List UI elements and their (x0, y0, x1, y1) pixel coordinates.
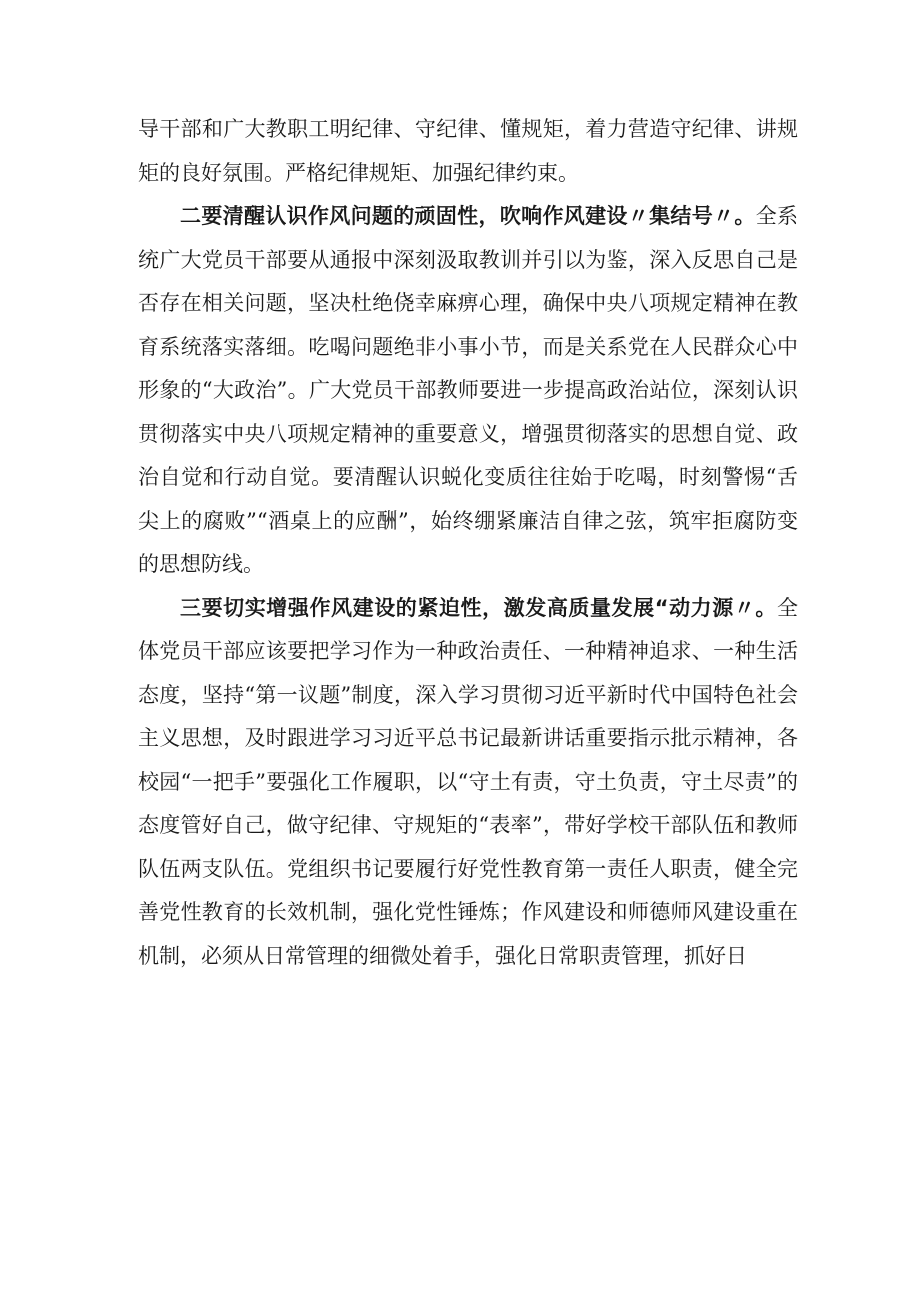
paragraph-1 (138, 108, 798, 195)
paragraph-3 (138, 587, 798, 979)
paragraph-2-lead: 二要清醒认识作风问题的顽固性，吹响作风建设〃集结号〃。 (180, 204, 756, 228)
document-body (138, 108, 798, 978)
paragraph-2-body: 全系统广大党员干部要从通报中深刻汲取教训并引以为鉴，深入反思自己是否存在相关问题，坚决杜绝侥幸麻痹心理，确保中央八项规定精神在教育系统落实落细。吃喝问题绝非小事小节，而是关系党在人民群众心中形象的“大政治”。广大党员干部教师要进一步提高政治站位，深刻认识贯彻落实中央八项规定精神的重要意义，增强贯彻落实的思想自觉、政治自觉和行动自觉。要清醒认识蜕化变质往往始于吃喝，时刻警惕“舌尖上的腐败”“酒桌上的应酬”，始终绷紧廉洁自律之弦，筑牢拒腐防变的思想防线。 (138, 204, 799, 576)
paragraph-3-body: 全体党员干部应该要把学习作为一种政治责任、一种精神追求、一种生活态度，坚持“第一议题”制度，深入学习贯彻习近平新时代中国特色社会主义思想，及时跟进学习习近平总书记最新讲话重要指示批示精神，各校园“一把手”要强化工作履职，以“守土有责，守土负责，守土尽责”的态度管好自己，做守纪律、守规矩的“表率”，带好学校干部队伍和教师队伍两支队伍。党组织书记要履行好党性教育第一责任人职责，健全完善党性教育的长效机制，强化党性锤炼；作风建设和师德师风建设重在机制，必须从日常管理的细微处着手，强化日常职责管理，抓好日 (138, 595, 798, 968)
paragraph-3-lead: 三要切实增强作风建设的紧迫性，激发高质量发展“动力源〃。 (180, 595, 777, 620)
paragraph-2 (138, 195, 798, 587)
paragraph-1-body: 导干部和广大教职工明纪律、守纪律、懂规矩，着力营造守纪律、讲规矩的良好氛围。严格纪律规矩、加强纪律约束。 (138, 117, 798, 185)
